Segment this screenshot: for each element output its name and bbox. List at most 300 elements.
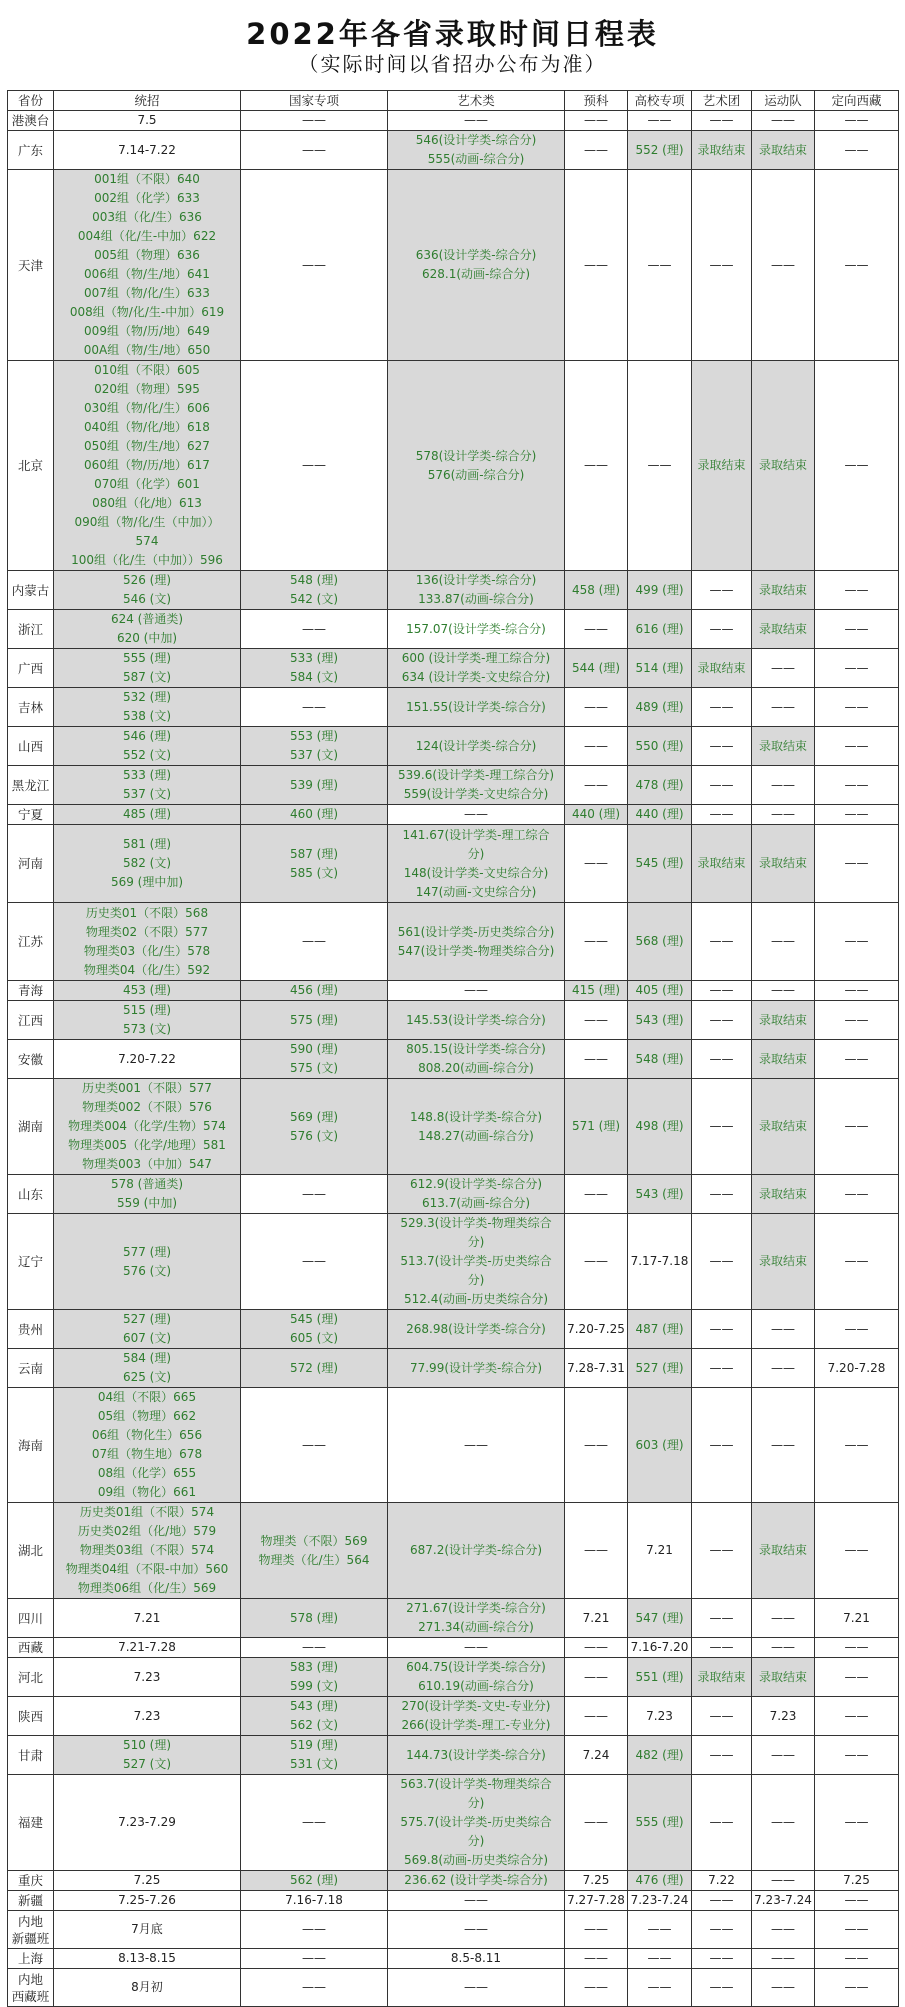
table-row (8, 361, 899, 571)
table-cell: —— (692, 1638, 752, 1658)
table-row (8, 1658, 899, 1697)
table-cell: —— (752, 1775, 815, 1871)
table-cell: —— (565, 1638, 628, 1658)
table-cell: 529.3(设计学类-物理类综合 分) 513.7(设计学类-历史类综合 分) 512.4(动画-历史类综合分) (388, 1214, 565, 1310)
province-cell: 内地 西藏班 (8, 1969, 54, 2007)
table-cell: 604.75(设计学类-综合分) 610.19(动画-综合分) (388, 1658, 565, 1697)
table-cell: 7.25 (565, 1871, 628, 1891)
table-cell: 录取结束 (752, 1175, 815, 1214)
table-cell: —— (241, 1388, 388, 1503)
table-row (8, 1079, 899, 1175)
table-cell: —— (628, 111, 692, 131)
table-cell: —— (241, 610, 388, 649)
province-cell: 青海 (8, 981, 54, 1001)
table-row (8, 805, 899, 825)
table-cell: 录取结束 (692, 825, 752, 903)
table-cell: 7.20-7.28 (815, 1349, 899, 1388)
table-cell: —— (815, 1503, 899, 1599)
table-cell: —— (752, 1949, 815, 1969)
table-row (8, 1697, 899, 1736)
table-cell: 历史类01组（不限）574 历史类02组（化/地）579 物理类03组（不限）574 物理类04组（不限-中加）560 物理类06组（化/生）569 (54, 1503, 241, 1599)
table-cell: 453 (理) (54, 981, 241, 1001)
table-cell: —— (815, 361, 899, 571)
table-cell: 8月初 (54, 1969, 241, 2007)
table-cell: —— (815, 688, 899, 727)
table-body (8, 111, 899, 2007)
table-cell: —— (815, 131, 899, 170)
table-cell: 569 (理) 576 (文) (241, 1079, 388, 1175)
table-cell: 7.21 (565, 1599, 628, 1638)
table-cell: —— (815, 1214, 899, 1310)
province-cell: 内蒙古 (8, 571, 54, 610)
table-cell: —— (388, 1638, 565, 1658)
province-cell: 安徽 (8, 1040, 54, 1079)
table-cell: 7.14-7.22 (54, 131, 241, 170)
table-cell: 600 (设计学类-理工综合分) 634 (设计学类-文史综合分) (388, 649, 565, 688)
table-cell: —— (692, 903, 752, 981)
province-cell: 内地 新疆班 (8, 1911, 54, 1949)
table-cell: 77.99(设计学类-综合分) (388, 1349, 565, 1388)
table-row (8, 1040, 899, 1079)
table-cell: —— (752, 1349, 815, 1388)
table-cell: 456 (理) (241, 981, 388, 1001)
table-cell: 543 (理) 562 (文) (241, 1697, 388, 1736)
table-row (8, 766, 899, 805)
table-cell: 历史类01（不限）568 物理类02（不限）577 物理类03（化/生）578 物理类04（化/生）592 (54, 903, 241, 981)
table-cell: 568 (理) (628, 903, 692, 981)
province-cell: 江苏 (8, 903, 54, 981)
table-cell: 440 (理) (628, 805, 692, 825)
table-row (8, 1736, 899, 1775)
table-cell: 7.23-7.24 (628, 1891, 692, 1911)
table-cell: —— (241, 1969, 388, 2007)
table-cell: —— (692, 1775, 752, 1871)
table-cell: 405 (理) (628, 981, 692, 1001)
table-cell: —— (815, 1001, 899, 1040)
table-cell: —— (815, 571, 899, 610)
table-cell: 515 (理) 573 (文) (54, 1001, 241, 1040)
table-cell: 548 (理) (628, 1040, 692, 1079)
table-row (8, 571, 899, 610)
table-cell: 270(设计学类-文史-专业分) 266(设计学类-理工-专业分) (388, 1697, 565, 1736)
table-cell: —— (692, 1503, 752, 1599)
table-cell: 录取结束 (752, 1079, 815, 1175)
table-cell: 539 (理) (241, 766, 388, 805)
table-cell: —— (692, 1214, 752, 1310)
table-row (8, 1388, 899, 1503)
table-cell: —— (815, 1697, 899, 1736)
table-cell: —— (692, 170, 752, 361)
province-cell: 浙江 (8, 610, 54, 649)
table-cell: —— (815, 727, 899, 766)
province-cell: 港澳台 (8, 111, 54, 131)
table-cell: —— (692, 1349, 752, 1388)
table-cell: —— (815, 111, 899, 131)
province-cell: 西藏 (8, 1638, 54, 1658)
table-cell: —— (752, 1388, 815, 1503)
province-cell: 吉林 (8, 688, 54, 727)
table-cell: —— (752, 981, 815, 1001)
table-cell: 010组（不限）605 020组（物理）595 030组（物/化/生）606 040组（物/化/地）618 050组（物/生/地）627 060组（物/历/地）617 070组（化学）601 080组（化/地）613 090组（物/化/生（中加）） 574 100组（化/生（中加））596 (54, 361, 241, 571)
table-cell: 7.17-7.18 (628, 1214, 692, 1310)
province-cell: 重庆 (8, 1871, 54, 1891)
table-cell: —— (565, 111, 628, 131)
table-cell: —— (388, 1911, 565, 1949)
table-cell: 136(设计学类-综合分) 133.87(动画-综合分) (388, 571, 565, 610)
table-cell: 546(设计学类-综合分) 555(动画-综合分) (388, 131, 565, 170)
table-cell: —— (241, 170, 388, 361)
table-row (8, 1310, 899, 1349)
table-cell: —— (752, 170, 815, 361)
table-cell: —— (692, 981, 752, 1001)
table-cell: 录取结束 (692, 649, 752, 688)
table-cell: 124(设计学类-综合分) (388, 727, 565, 766)
column-header: 预科 (565, 91, 628, 111)
table-cell: —— (241, 903, 388, 981)
table-cell: 476 (理) (628, 1871, 692, 1891)
table-cell: —— (241, 131, 388, 170)
table-cell: 552 (理) (628, 131, 692, 170)
table-cell: —— (565, 361, 628, 571)
table-cell: 7.25 (54, 1871, 241, 1891)
table-cell: —— (565, 1949, 628, 1969)
table-cell: —— (752, 1736, 815, 1775)
table-cell: 584 (理) 625 (文) (54, 1349, 241, 1388)
table-cell: 268.98(设计学类-综合分) (388, 1310, 565, 1349)
table-cell: 415 (理) (565, 981, 628, 1001)
table-cell: —— (241, 361, 388, 571)
province-cell: 海南 (8, 1388, 54, 1503)
table-cell: —— (628, 1969, 692, 2007)
table-cell: 510 (理) 527 (文) (54, 1736, 241, 1775)
table-cell: 录取结束 (752, 361, 815, 571)
table-cell: 624 (普通类) 620 (中加) (54, 610, 241, 649)
table-cell: 7.5 (54, 111, 241, 131)
table-cell: —— (692, 1599, 752, 1638)
table-header-row (8, 91, 899, 111)
table-cell: 546 (理) 552 (文) (54, 727, 241, 766)
table-cell: 616 (理) (628, 610, 692, 649)
table-cell: 7.20-7.22 (54, 1040, 241, 1079)
table-cell: —— (692, 688, 752, 727)
table-cell: 555 (理) 587 (文) (54, 649, 241, 688)
table-cell: 8.5-8.11 (388, 1949, 565, 1969)
table-cell: —— (628, 361, 692, 571)
table-row (8, 170, 899, 361)
table-row (8, 111, 899, 131)
table-cell: —— (815, 1775, 899, 1871)
table-cell: 7.23-7.29 (54, 1775, 241, 1871)
table-cell: 录取结束 (752, 131, 815, 170)
table-cell: 录取结束 (752, 571, 815, 610)
table-cell: 527 (理) 607 (文) (54, 1310, 241, 1349)
table-cell: 498 (理) (628, 1079, 692, 1175)
table-cell: 551 (理) (628, 1658, 692, 1697)
table-cell: —— (815, 1911, 899, 1949)
table-cell: —— (692, 610, 752, 649)
table-cell: —— (241, 1949, 388, 1969)
table-cell: 543 (理) (628, 1175, 692, 1214)
table-cell: 历史类001（不限）577 物理类002（不限）576 物理类004（化学/生物）574 物理类005（化学/地理）581 物理类003（中加）547 (54, 1079, 241, 1175)
table-cell: 572 (理) (241, 1349, 388, 1388)
table-cell: 575 (理) (241, 1001, 388, 1040)
table-cell: 录取结束 (752, 825, 815, 903)
province-cell: 湖南 (8, 1079, 54, 1175)
table-cell: 7.25 (815, 1871, 899, 1891)
column-header: 艺术团 (692, 91, 752, 111)
province-cell: 河南 (8, 825, 54, 903)
table-cell: 485 (理) (54, 805, 241, 825)
table-cell: 562 (理) (241, 1871, 388, 1891)
table-cell: —— (692, 1040, 752, 1079)
table-cell: 581 (理) 582 (文) 569 (理中加) (54, 825, 241, 903)
table-cell: —— (692, 1310, 752, 1349)
table-cell: —— (815, 1949, 899, 1969)
page-title: 2022年各省录取时间日程表 (246, 17, 659, 51)
table-cell: —— (752, 1969, 815, 2007)
table-cell: —— (692, 1388, 752, 1503)
province-cell: 山西 (8, 727, 54, 766)
table-row (8, 1949, 899, 1969)
table-cell: 7.23 (752, 1697, 815, 1736)
table-cell: 151.55(设计学类-综合分) (388, 688, 565, 727)
table-cell: —— (752, 1310, 815, 1349)
table-cell: —— (692, 727, 752, 766)
table-cell: —— (752, 1638, 815, 1658)
table-cell: —— (815, 1969, 899, 2007)
table-cell: —— (692, 1079, 752, 1175)
table-cell: 录取结束 (752, 1214, 815, 1310)
table-cell: —— (815, 170, 899, 361)
table-cell: —— (241, 1175, 388, 1214)
table-cell: —— (692, 1911, 752, 1949)
column-header: 艺术类 (388, 91, 565, 111)
province-cell: 广西 (8, 649, 54, 688)
table-row (8, 903, 899, 981)
table-cell: —— (388, 1969, 565, 2007)
table-cell: 539.6(设计学类-理工综合分) 559(设计学类-文史综合分) (388, 766, 565, 805)
province-cell: 新疆 (8, 1891, 54, 1911)
table-cell: —— (815, 1040, 899, 1079)
table-row (8, 1175, 899, 1214)
table-cell: 578 (普通类) 559 (中加) (54, 1175, 241, 1214)
table-row (8, 1349, 899, 1388)
table-cell: 录取结束 (752, 1040, 815, 1079)
province-cell: 福建 (8, 1775, 54, 1871)
table-cell: —— (565, 131, 628, 170)
table-cell: —— (628, 170, 692, 361)
table-cell: 561(设计学类-历史类综合分) 547(设计学类-物理类综合分) (388, 903, 565, 981)
table-cell: —— (815, 825, 899, 903)
table-cell: —— (815, 1388, 899, 1503)
table-cell: 482 (理) (628, 1736, 692, 1775)
table-cell: —— (388, 1891, 565, 1911)
table-cell: 555 (理) (628, 1775, 692, 1871)
table-row (8, 610, 899, 649)
table-cell: —— (815, 903, 899, 981)
table-cell: —— (752, 903, 815, 981)
table-row (8, 649, 899, 688)
table-cell: 8.13-8.15 (54, 1949, 241, 1969)
table-cell: —— (241, 111, 388, 131)
table-cell: —— (815, 1658, 899, 1697)
table-cell: 547 (理) (628, 1599, 692, 1638)
table-cell: 532 (理) 538 (文) (54, 688, 241, 727)
table-cell: 7.23 (628, 1697, 692, 1736)
table-cell: 7.25-7.26 (54, 1891, 241, 1911)
table-cell: 录取结束 (752, 1503, 815, 1599)
table-cell: 636(设计学类-综合分) 628.1(动画-综合分) (388, 170, 565, 361)
table-cell: 7.21 (54, 1599, 241, 1638)
table-cell: 548 (理) 542 (文) (241, 571, 388, 610)
province-cell: 湖北 (8, 1503, 54, 1599)
province-cell: 北京 (8, 361, 54, 571)
table-row (8, 1775, 899, 1871)
table-cell: —— (692, 1891, 752, 1911)
table-cell: 141.67(设计学类-理工综合 分) 148(设计学类-文史综合分) 147(动画-文史综合分) (388, 825, 565, 903)
table-cell: —— (752, 1599, 815, 1638)
table-cell: 587 (理) 585 (文) (241, 825, 388, 903)
table-cell: —— (565, 1969, 628, 2007)
table-cell: —— (241, 1638, 388, 1658)
table-cell: —— (565, 610, 628, 649)
column-header: 省份 (8, 91, 54, 111)
table-cell: 571 (理) (565, 1079, 628, 1175)
table-cell: 590 (理) 575 (文) (241, 1040, 388, 1079)
table-cell: 612.9(设计学类-综合分) 613.7(动画-综合分) (388, 1175, 565, 1214)
table-row (8, 1891, 899, 1911)
table-cell: 458 (理) (565, 571, 628, 610)
table-cell: —— (565, 1040, 628, 1079)
table-cell: —— (388, 111, 565, 131)
table-row (8, 1871, 899, 1891)
table-row (8, 688, 899, 727)
table-cell: 7.21 (815, 1599, 899, 1638)
province-cell: 云南 (8, 1349, 54, 1388)
table-cell: 7.24 (565, 1736, 628, 1775)
table-cell: 478 (理) (628, 766, 692, 805)
table-cell: 物理类（不限）569 物理类（化/生）564 (241, 1503, 388, 1599)
table-cell: —— (565, 1214, 628, 1310)
table-cell: 7月底 (54, 1911, 241, 1949)
table-cell: —— (815, 1638, 899, 1658)
table-cell: 687.2(设计学类-综合分) (388, 1503, 565, 1599)
table-cell: 526 (理) 546 (文) (54, 571, 241, 610)
table-row (8, 825, 899, 903)
table-cell: 236.62 (设计学类-综合分) (388, 1871, 565, 1891)
table-cell: —— (815, 1736, 899, 1775)
table-cell: —— (752, 1911, 815, 1949)
table-cell: 7.21 (628, 1503, 692, 1599)
table-cell: 527 (理) (628, 1349, 692, 1388)
table-cell: 7.21-7.28 (54, 1638, 241, 1658)
table-cell: —— (752, 766, 815, 805)
table-cell: 7.28-7.31 (565, 1349, 628, 1388)
table-cell: —— (692, 805, 752, 825)
table-cell: —— (565, 727, 628, 766)
province-cell: 甘肃 (8, 1736, 54, 1775)
table-cell: 545 (理) 605 (文) (241, 1310, 388, 1349)
table-cell: 533 (理) 537 (文) (54, 766, 241, 805)
table-cell: 543 (理) (628, 1001, 692, 1040)
table-cell: —— (388, 805, 565, 825)
table-row (8, 727, 899, 766)
table-cell: —— (692, 1736, 752, 1775)
table-cell: 录取结束 (752, 1001, 815, 1040)
province-cell: 上海 (8, 1949, 54, 1969)
table-cell: 7.23 (54, 1697, 241, 1736)
table-cell: —— (692, 1969, 752, 2007)
table-cell: —— (565, 903, 628, 981)
table-cell: 148.8(设计学类-综合分) 148.27(动画-综合分) (388, 1079, 565, 1175)
table-cell: —— (565, 825, 628, 903)
table-cell: 271.67(设计学类-综合分) 271.34(动画-综合分) (388, 1599, 565, 1638)
table-cell: 7.23-7.24 (752, 1891, 815, 1911)
column-header: 定向西藏 (815, 91, 899, 111)
province-cell: 广东 (8, 131, 54, 170)
table-cell: —— (815, 1891, 899, 1911)
table-cell: 7.23 (54, 1658, 241, 1697)
table-cell: 563.7(设计学类-物理类综合 分) 575.7(设计学类-历史类综合 分) 569.8(动画-历史类综合分) (388, 1775, 565, 1871)
table-row (8, 1911, 899, 1949)
table-cell: —— (752, 649, 815, 688)
table-cell: 578 (理) (241, 1599, 388, 1638)
table-cell: 514 (理) (628, 649, 692, 688)
table-cell: 157.07(设计学类-综合分) (388, 610, 565, 649)
table-row (8, 1503, 899, 1599)
table-cell: —— (241, 1775, 388, 1871)
table-cell: —— (752, 111, 815, 131)
table-cell: —— (565, 1388, 628, 1503)
table-cell: —— (565, 688, 628, 727)
province-cell: 陕西 (8, 1697, 54, 1736)
table-cell: 550 (理) (628, 727, 692, 766)
page-subtitle: （实际时间以省招办公布为准） (298, 52, 607, 76)
table-cell: —— (752, 1871, 815, 1891)
table-cell: 7.22 (692, 1871, 752, 1891)
table-cell: 460 (理) (241, 805, 388, 825)
table-cell: —— (752, 688, 815, 727)
table-cell: 7.16-7.20 (628, 1638, 692, 1658)
province-cell: 贵州 (8, 1310, 54, 1349)
table-cell: 519 (理) 531 (文) (241, 1736, 388, 1775)
table-cell: 7.27-7.28 (565, 1891, 628, 1911)
table-cell: 145.53(设计学类-综合分) (388, 1001, 565, 1040)
table-cell: 544 (理) (565, 649, 628, 688)
table-cell: —— (752, 805, 815, 825)
table-cell: —— (815, 610, 899, 649)
table-cell: —— (565, 170, 628, 361)
table-cell: —— (628, 1949, 692, 1969)
table-cell: —— (692, 1949, 752, 1969)
table-cell: 录取结束 (752, 610, 815, 649)
table-cell: —— (565, 766, 628, 805)
table-cell: —— (692, 111, 752, 131)
table-cell: —— (388, 981, 565, 1001)
table-cell: 录取结束 (752, 1658, 815, 1697)
table-cell: 录取结束 (692, 1658, 752, 1697)
province-cell: 黑龙江 (8, 766, 54, 805)
column-header: 运动队 (752, 91, 815, 111)
column-header: 国家专项 (241, 91, 388, 111)
province-cell: 山东 (8, 1175, 54, 1214)
table-cell: 录取结束 (692, 361, 752, 571)
table-cell: —— (241, 688, 388, 727)
table-cell: 144.73(设计学类-综合分) (388, 1736, 565, 1775)
table-cell: —— (815, 649, 899, 688)
table-cell: —— (815, 1310, 899, 1349)
table-cell: —— (565, 1175, 628, 1214)
